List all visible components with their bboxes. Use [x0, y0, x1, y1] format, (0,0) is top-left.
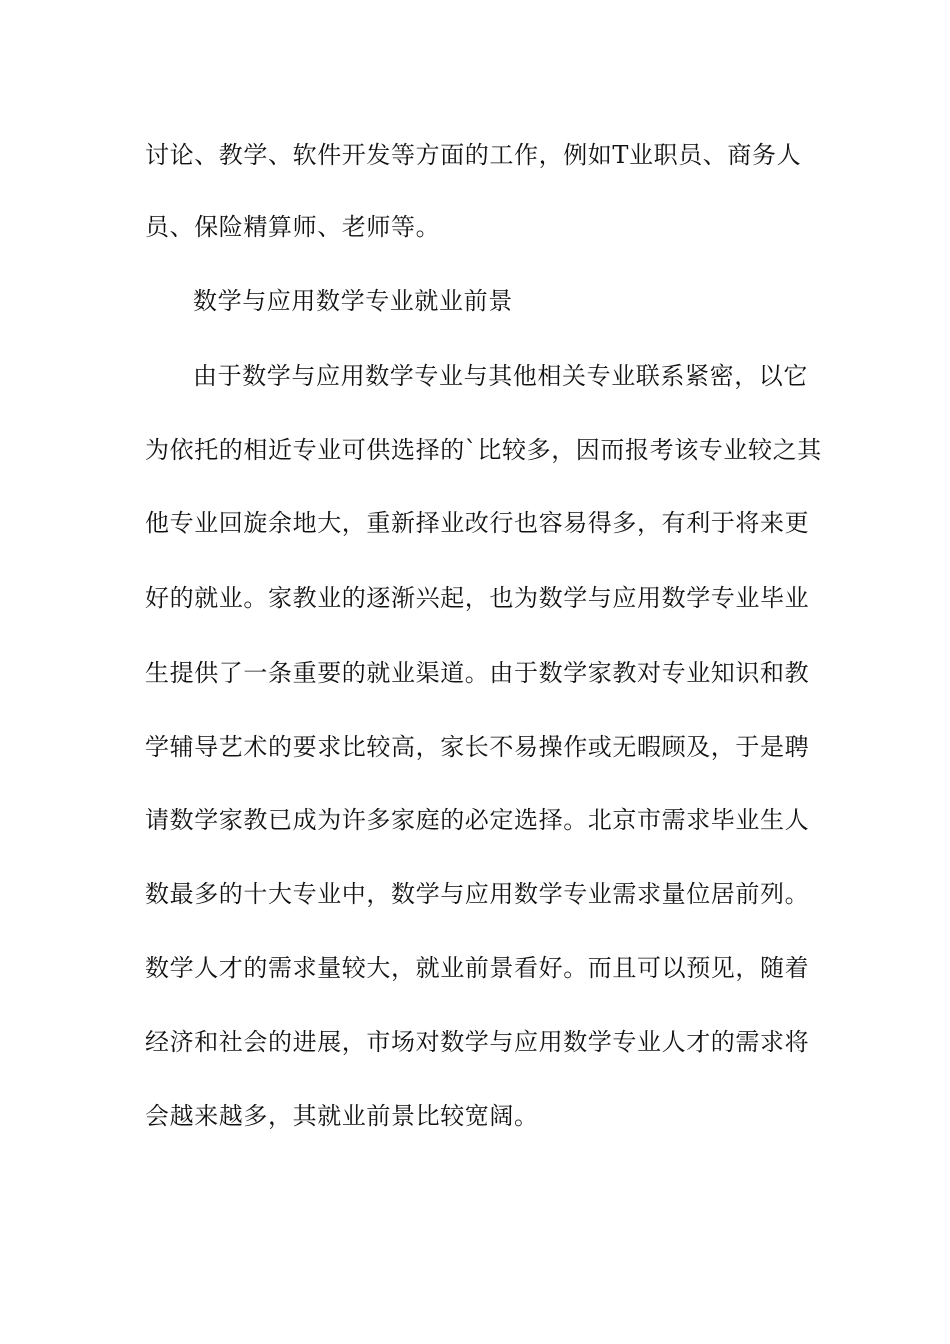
- paragraph-line: 为依托的相近专业可供选择的`比较多，因而报考该专业较之其: [145, 436, 822, 464]
- section-heading: 数学与应用数学专业就业前景: [193, 287, 513, 315]
- paragraph-line: 员、保险精算师、老师等。: [145, 213, 441, 241]
- paragraph-line: 经济和社会的进展，市场对数学与应用数学专业人才的需求将: [145, 1028, 810, 1056]
- paragraph-line: 由于数学与应用数学专业与其他相关专业联系紧密，以它: [193, 362, 808, 390]
- paragraph-line: 学辅导艺术的要求比较高，家长不易操作或无暇顾及，于是聘: [145, 733, 810, 761]
- paragraph-line: 会越来越多，其就业前景比较宽阔。: [145, 1102, 539, 1130]
- paragraph-line: 数最多的十大专业中，数学与应用数学专业需求量位居前列。: [145, 880, 810, 908]
- paragraph-line: 好的就业。家教业的逐渐兴起，也为数学与应用数学专业毕业: [145, 584, 810, 612]
- paragraph-line: 数学人才的需求量较大，就业前景看好。而且可以预见，随着: [145, 954, 810, 982]
- paragraph-line: 他专业回旋余地大，重新择业改行也容易得多，有利于将来更: [145, 509, 810, 537]
- paragraph-line: 请数学家教已成为许多家庭的必定选择。北京市需求毕业生人: [145, 806, 810, 834]
- paragraph-line: 生提供了一条重要的就业渠道。由于数学家教对专业知识和教: [145, 659, 810, 687]
- paragraph-line: 讨论、教学、软件开发等方面的工作，例如T业职员、商务人: [145, 141, 802, 169]
